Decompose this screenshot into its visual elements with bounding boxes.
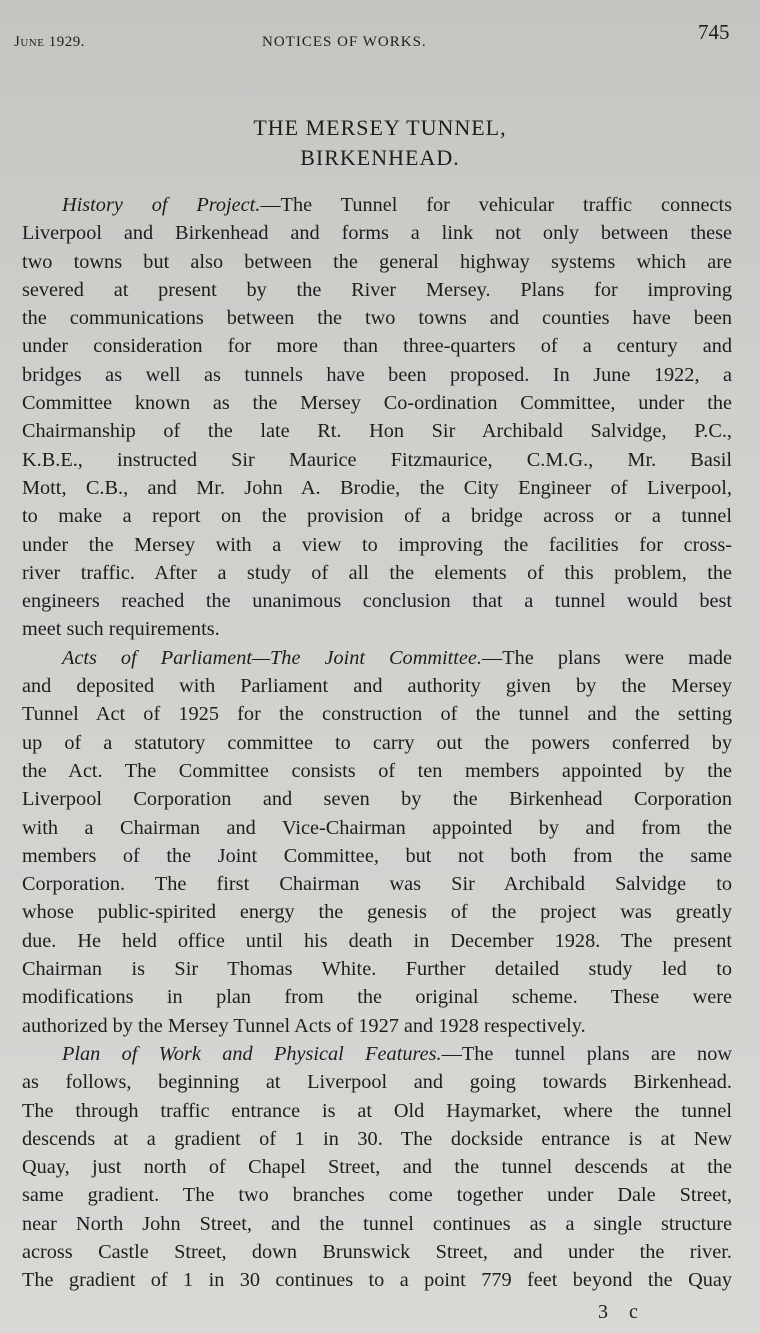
text-line (22, 644, 732, 672)
text-line: same gradient. The two branches come together under Dale Street, (22, 1184, 732, 1207)
article-title: THE MERSEY TUNNEL, (253, 115, 507, 140)
text-line: Mott, C.B., and Mr. John A. Brodie, the City Engineer of Liverpool, (22, 476, 732, 499)
paragraph (22, 1040, 732, 1295)
text-line: The gradient of 1 in 30 continues to a point 779 feet beyond the Quay (22, 1269, 732, 1292)
text-line: Corporation. The first Chairman was Sir Archibald Salvidge to (22, 873, 732, 896)
text-line: The through traffic entrance is at Old Haymarket, where the tunnel (22, 1099, 732, 1122)
text-line: engineers reached the unanimous conclusion that a tunnel would best (22, 590, 732, 613)
text-line: to make a report on the provision of a bridge across or a tunnel (22, 505, 732, 528)
signature-mark: 3 c (598, 1301, 646, 1323)
page-number: 745 (698, 20, 730, 44)
text-line: the communications between the two towns and counties have been (22, 307, 732, 330)
text-line: severed at present by the River Mersey. Plans for improving (22, 278, 732, 301)
article-subtitle: BIRKENHEAD. (300, 145, 460, 170)
line-text: —The tunnel plans are now (441, 1042, 732, 1065)
text-line: Quay, just north of Chapel Street, and the tunnel descends at the (22, 1156, 732, 1179)
text-line: Committee known as the Mersey Co-ordination Committee, under the (22, 392, 732, 415)
text-line: whose public-spirited energy the genesis of the project was greatly (22, 901, 732, 924)
paragraph (22, 191, 732, 644)
running-header-date: June 1929. (14, 34, 85, 50)
paragraph (22, 644, 732, 1040)
text-line: with a Chairman and Vice-Chairman appointed by and from the (22, 816, 732, 839)
text-line: modifications in plan from the original scheme. These were (22, 986, 732, 1009)
text-line: under the Mersey with a view to improving the facilities for cross- (22, 533, 732, 556)
text-line: Chairmanship of the late Rt. Hon Sir Archibald Salvidge, P.C., (22, 420, 732, 443)
text-line: Liverpool Corporation and seven by the Birkenhead Corporation (22, 788, 732, 811)
text-line: Chairman is Sir Thomas White. Further detailed study led to (22, 958, 732, 981)
text-line: across Castle Street, down Brunswick Street, and under the river. (22, 1240, 732, 1263)
running-header-title: NOTICES OF WORKS. (262, 34, 427, 50)
text-line: due. He held office until his death in December 1928. The present (22, 929, 732, 952)
text-line: descends at a gradient of 1 in 30. The dockside entrance is at New (22, 1127, 732, 1150)
text-line: under consideration for more than three-quarters of a century and (22, 335, 732, 358)
text-line: bridges as well as tunnels have been proposed. In June 1922, a (22, 363, 732, 386)
text-line: meet such requirements. (22, 618, 220, 641)
text-line: river traffic. After a study of all the elements of this problem, the (22, 561, 732, 584)
text-line: Liverpool and Birkenhead and forms a link not only between these (22, 222, 732, 245)
text-line: near North John Street, and the tunnel continues as a single structure (22, 1212, 732, 1235)
line-text: —The plans were made (481, 646, 732, 669)
text-line: and deposited with Parliament and authority given by the Mersey (22, 675, 732, 698)
text-line: members of the Joint Committee, but not both from the same (22, 844, 732, 867)
article-body (22, 191, 732, 1295)
text-line: Tunnel Act of 1925 for the construction of the tunnel and the setting (22, 703, 732, 726)
text-line: K.B.E., instructed Sir Maurice Fitzmaurice, C.M.G., Mr. Basil (22, 448, 732, 471)
text-line (22, 191, 732, 219)
text-line: up of a statutory committee to carry out the powers conferred by (22, 731, 732, 754)
text-line: the Act. The Committee consists of ten members appointed by the (22, 759, 732, 782)
text-line (22, 1040, 732, 1068)
text-line: two towns but also between the general highway systems which are (22, 250, 732, 273)
text-line: authorized by the Mersey Tunnel Acts of 1927 and 1928 respectively. (22, 1014, 586, 1037)
paragraph-lead: History of Project. (62, 194, 261, 216)
paragraph-lead: Acts of Parliament—The Joint Committee. (62, 646, 482, 669)
line-text: —The Tunnel for vehicular traffic connects (260, 194, 732, 216)
text-line: as follows, beginning at Liverpool and going towards Birkenhead. (22, 1071, 732, 1094)
paragraph-lead: Plan of Work and Physical Features. (62, 1042, 442, 1065)
